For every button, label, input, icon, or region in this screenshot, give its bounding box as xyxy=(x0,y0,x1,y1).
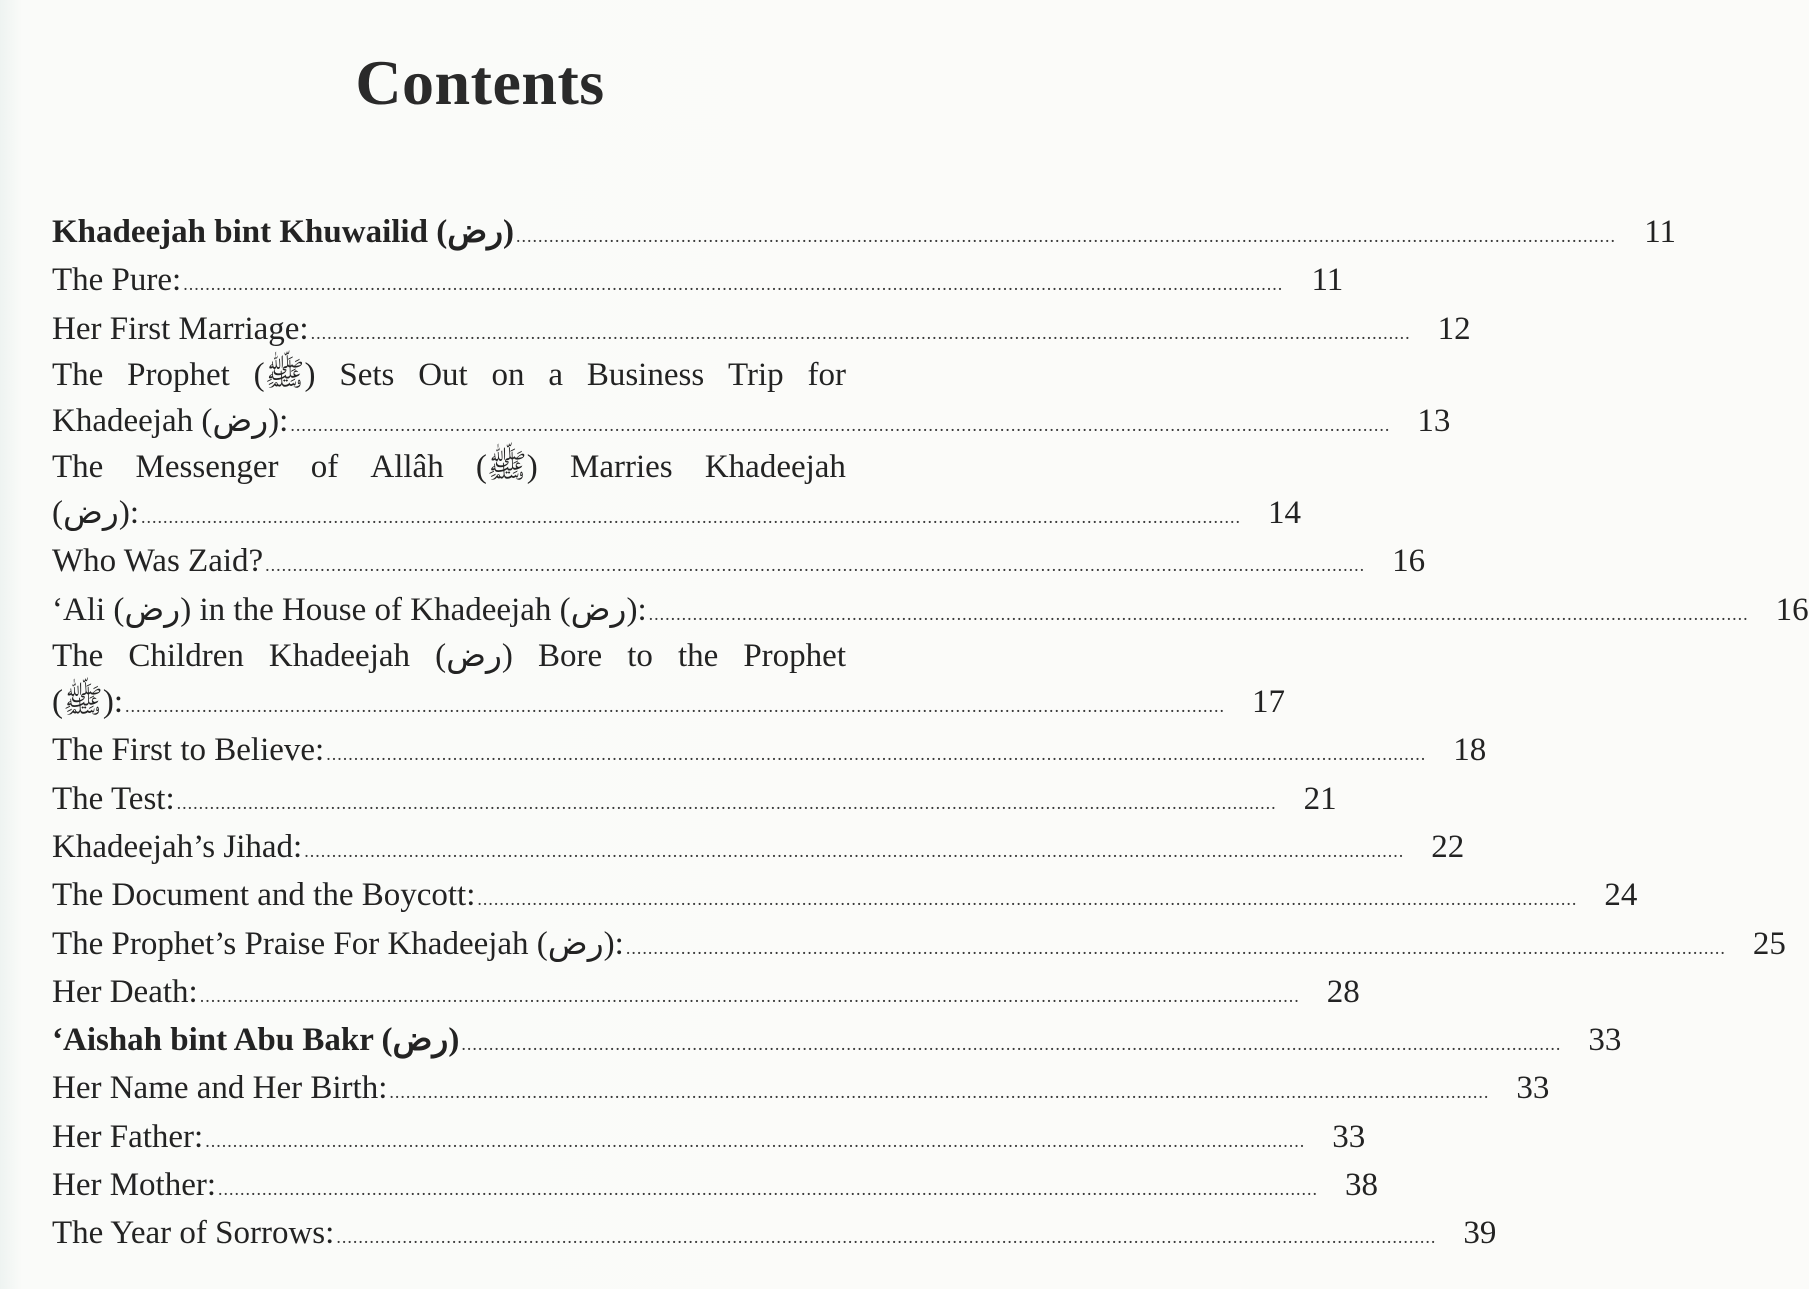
toc-entry[interactable] xyxy=(52,537,1426,585)
toc-entry-title-first-line: The Messenger of Allâh (ﷺ) Marries Khadeejah xyxy=(52,449,846,486)
toc-entry-page: 22 xyxy=(1431,828,1465,865)
toc-entry-title: The Document and the Boycott: xyxy=(52,877,476,914)
toc-entry-title: ‘Aishah bint Abu Bakr (رض) xyxy=(52,1022,460,1059)
toc-entry-title: The Prophet’s Praise For Khadeejah (رض): xyxy=(52,925,624,962)
dot-leader: ........................................................................................................................................................................................................ xyxy=(326,744,1427,765)
toc-entry[interactable] xyxy=(52,445,1302,537)
toc-entry-page: 33 xyxy=(1516,1070,1550,1107)
toc-entry-title: Her First Marriage: xyxy=(52,310,309,347)
toc-entry-page: 11 xyxy=(1311,262,1344,299)
dot-leader: ........................................................................................................................................................................................................ xyxy=(516,226,1617,246)
dot-leader: ........................................................................................................................................................................................................ xyxy=(648,603,1749,624)
toc-entry-page: 13 xyxy=(1417,402,1451,439)
toc-entry[interactable] xyxy=(52,256,1344,304)
dot-leader: ........................................................................................................................................................................................................ xyxy=(477,889,1578,910)
dot-leader: ........................................................................................................................................................................................................ xyxy=(310,322,1411,343)
toc-entry-page: 39 xyxy=(1463,1215,1497,1252)
toc-entry-title: Her Death: xyxy=(52,973,198,1010)
toc-entry-title: Khadeejah’s Jihad: xyxy=(52,828,303,865)
toc-entry-title: Who Was Zaid? xyxy=(52,543,264,580)
dot-leader: ........................................................................................................................................................................................................ xyxy=(205,1130,1306,1151)
toc-entry-title: (رض): xyxy=(52,495,140,532)
toc-entry-page: 16 xyxy=(1392,543,1426,580)
dot-leader: ........................................................................................................................................................................................................ xyxy=(304,840,1405,861)
toc-entry-page: 28 xyxy=(1326,973,1360,1010)
toc-entry-page: 11 xyxy=(1644,214,1677,250)
toc-entry[interactable] xyxy=(52,586,1809,634)
toc-entry[interactable] xyxy=(52,823,1465,871)
toc-entry-title: Khadeejah bint Khuwailid (رض) xyxy=(52,214,515,250)
dot-leader: ........................................................................................................................................................................................................ xyxy=(461,1034,1562,1055)
toc-entry[interactable] xyxy=(52,1209,1497,1257)
toc-entry[interactable] xyxy=(52,1113,1366,1161)
toc-entry[interactable] xyxy=(52,871,1638,919)
toc-entry[interactable] xyxy=(52,726,1487,774)
toc-entry-page: 18 xyxy=(1453,732,1487,769)
toc-entry[interactable] xyxy=(52,1064,1550,1112)
toc-entry-title: Her Father: xyxy=(52,1118,204,1155)
toc-entry-page: 14 xyxy=(1268,495,1302,532)
toc-entry[interactable] xyxy=(52,1016,1622,1064)
toc-entry-title: The Year of Sorrows: xyxy=(52,1215,335,1252)
toc-entry-page: 21 xyxy=(1303,780,1337,817)
dot-leader: ........................................................................................................................................................................................................ xyxy=(218,1179,1319,1200)
toc-entry[interactable] xyxy=(52,353,1451,445)
dot-leader: ........................................................................................................................................................................................................ xyxy=(625,937,1726,958)
toc-entry-page: 38 xyxy=(1345,1167,1379,1204)
dot-leader: ........................................................................................................................................................................................................ xyxy=(265,555,1366,576)
toc-entry-title-first-line: The Children Khadeejah (رض) Bore to the Prophet xyxy=(52,638,846,675)
dot-leader: ........................................................................................................................................................................................................ xyxy=(336,1227,1437,1248)
dot-leader: ........................................................................................................................................................................................................ xyxy=(125,696,1226,717)
page-title: Contents xyxy=(355,47,605,118)
toc-entry-title: The First to Believe: xyxy=(52,732,325,769)
dot-leader: ........................................................................................................................................................................................................ xyxy=(176,792,1277,813)
toc-entry-page: 24 xyxy=(1604,877,1638,914)
toc-entry-page: 33 xyxy=(1588,1022,1622,1059)
toc-entry-title: Her Mother: xyxy=(52,1167,217,1204)
toc-entry-page: 16 xyxy=(1775,591,1809,628)
toc-entry-title: ‘Ali (رض) in the House of Khadeejah (رض): xyxy=(52,591,647,628)
toc-entry-title: Khadeejah (رض): xyxy=(52,402,289,439)
dot-leader: ........................................................................................................................................................................................................ xyxy=(141,507,1242,528)
toc-entry[interactable] xyxy=(52,634,1286,726)
toc-entry-page: 25 xyxy=(1752,925,1786,962)
toc-entry-page: 33 xyxy=(1332,1118,1366,1155)
toc-entry[interactable] xyxy=(52,208,1677,256)
toc-entry[interactable] xyxy=(52,775,1337,823)
dot-leader: ........................................................................................................................................................................................................ xyxy=(290,414,1391,435)
toc-entry-title: Her Name and Her Birth: xyxy=(52,1070,388,1107)
toc-entry[interactable] xyxy=(52,920,1786,968)
toc-entry-title: The Test: xyxy=(52,780,175,817)
dot-leader: ........................................................................................................................................................................................................ xyxy=(389,1082,1490,1103)
dot-leader: ........................................................................................................................................................................................................ xyxy=(199,985,1300,1006)
toc-entry[interactable] xyxy=(52,1161,1379,1209)
dot-leader: ........................................................................................................................................................................................................ xyxy=(183,274,1284,295)
toc-entry[interactable] xyxy=(52,305,1471,353)
toc-entry-page: 17 xyxy=(1252,684,1286,721)
toc-entry-title: The Pure: xyxy=(52,262,182,299)
toc-entry[interactable] xyxy=(52,968,1360,1016)
toc-entry-title-first-line: The Prophet (ﷺ) Sets Out on a Business Trip for xyxy=(52,356,846,393)
toc-entry-page: 12 xyxy=(1437,310,1471,347)
toc-entry-title: (ﷺ): xyxy=(52,684,124,721)
table-of-contents xyxy=(52,208,1809,1258)
